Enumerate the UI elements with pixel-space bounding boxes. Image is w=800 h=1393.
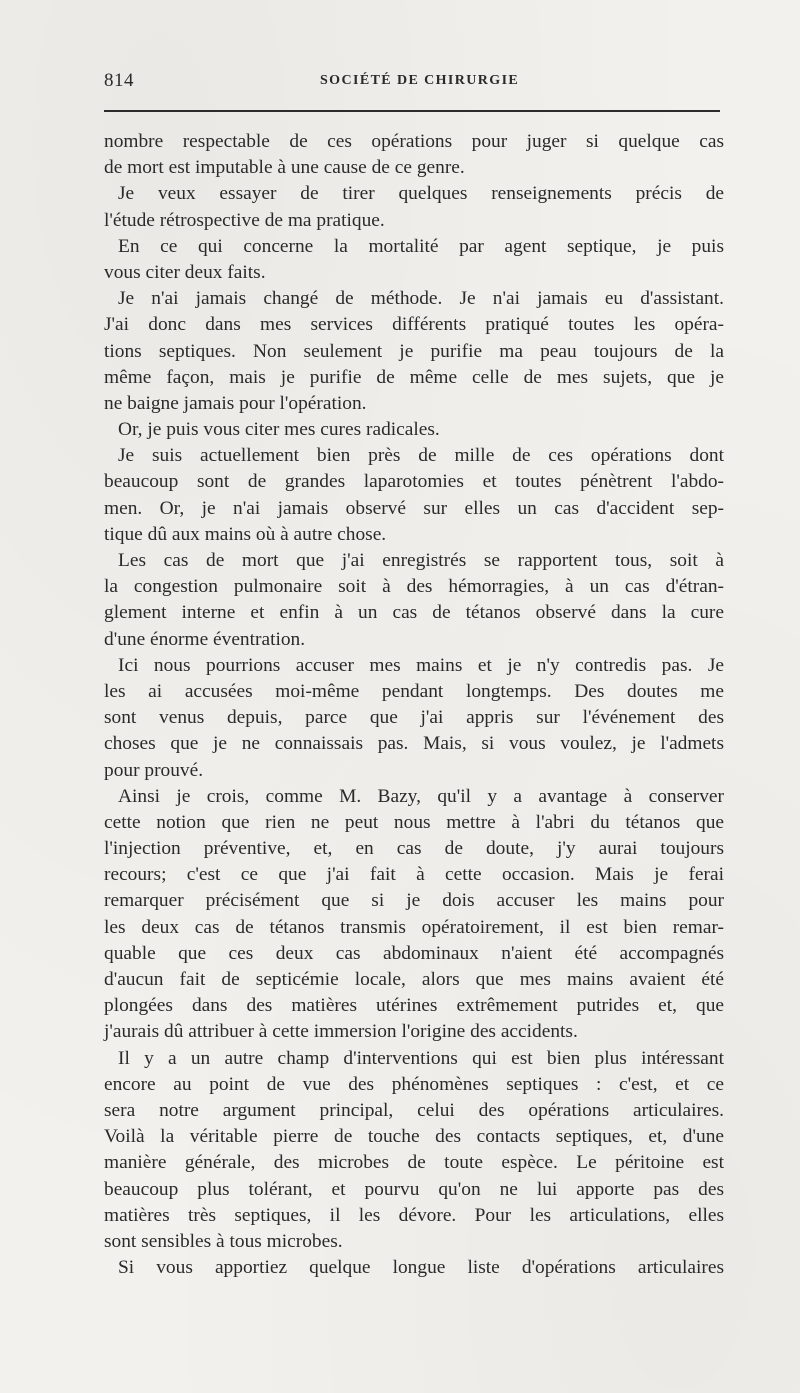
body-text [104,129,724,1281]
text-line: J'ai donc dans mes services différents pratiqué toutes les opéra- [104,314,724,336]
text-line: sont sensibles à tous microbes. [104,1230,343,1252]
text-line: beaucoup plus tolérant, et pourvu qu'on ne lui apporte pas des [104,1178,724,1200]
text-line: Ainsi je crois, comme M. Bazy, qu'il y a avantage à conserver [118,785,724,807]
text-line: Je suis actuellement bien près de mille de ces opérations dont [118,445,724,467]
text-line: glement interne et enfin à un cas de tétanos observé dans la cure [104,602,724,624]
text-line: beaucoup sont de grandes laparotomies et toutes pénètrent l'abdo- [104,471,724,493]
text-line: la congestion pulmonaire soit à des hémorragies, à un cas d'étran- [104,576,724,598]
text-line: Ici nous pourrions accuser mes mains et je n'y contredis pas. Je [118,654,724,676]
text-line: men. Or, je n'ai jamais observé sur elles un cas d'accident sep- [104,497,724,519]
text-line: matières très septiques, il les dévore. Pour les articulations, elles [104,1204,724,1226]
text-line: choses que je ne connaissais pas. Mais, si vous voulez, je l'admets [104,733,724,755]
text-line: sont venus depuis, parce que j'ai appris sur l'événement des [104,707,724,729]
text-line: Il y a un autre champ d'interventions qui est bien plus intéressant [118,1047,724,1069]
text-line: de mort est imputable à une cause de ce genre. [104,157,465,179]
page-header [104,70,720,94]
text-line: recours; c'est ce que j'ai fait à cette occasion. Mais je ferai [104,864,724,886]
text-line: Or, je puis vous citer mes cures radicales. [118,419,440,441]
text-line: les deux cas de tétanos transmis opératoirement, il est bien remar- [104,916,724,938]
text-line: quable que ces deux cas abdominaux n'aient été accompagnés [104,942,724,964]
text-line: ne baigne jamais pour l'opération. [104,392,367,414]
text-line: plongées dans des matières utérines extrêmement putrides et, que [104,995,724,1017]
text-line: même façon, mais je purifie de même celle de mes sujets, que je [104,366,724,388]
text-line: En ce qui concerne la mortalité par agent septique, je puis [118,235,724,257]
text-line: Je n'ai jamais changé de méthode. Je n'ai jamais eu d'assistant. [118,288,724,310]
text-line: l'étude rétrospective de ma pratique. [104,209,385,231]
text-line: tique dû aux mains où à autre chose. [104,523,387,545]
text-line: pour prouvé. [104,759,204,781]
text-line: les ai accusées moi-même pendant longtemps. Des doutes me [104,680,724,702]
text-line: nombre respectable de ces opérations pour juger si quelque cas [104,131,724,152]
page-number: 814 [104,70,134,91]
text-line: d'une énorme éventration. [104,628,306,650]
text-line: manière générale, des microbes de toute espèce. Le péritoine est [104,1152,724,1174]
text-line: Je veux essayer de tirer quelques renseignements précis de [118,183,724,205]
text-line: tions septiques. Non seulement je purifie ma peau toujours de la [104,340,724,362]
text-line: encore au point de vue des phénomènes septiques : c'est, et ce [104,1073,724,1095]
text-line: Si vous apportiez quelque longue liste d'opérations articulaires [118,1257,724,1279]
text-line: remarquer précisément que si je dois accuser les mains pour [104,890,724,912]
text-line: d'aucun fait de septicémie locale, alors que mes mains avaient été [104,969,724,990]
running-head: SOCIÉTÉ DE CHIRURGIE [320,73,520,88]
text-line: j'aurais dû attribuer à cette immersion l'origine des accidents. [104,1021,578,1043]
text-line: Les cas de mort que j'ai enregistrés se rapportent tous, soit à [118,550,724,571]
text-line: vous citer deux faits. [104,261,266,283]
text-line: Voilà la véritable pierre de touche des contacts septiques, et, d'une [104,1126,724,1148]
text-line: l'injection préventive, et, en cas de doute, j'y aurai toujours [104,838,724,860]
text-line: cette notion que rien ne peut nous mettre à l'abri du tétanos que [104,811,724,833]
header-rule [104,110,720,112]
text-line: sera notre argument principal, celui des opérations articulaires. [104,1099,724,1121]
